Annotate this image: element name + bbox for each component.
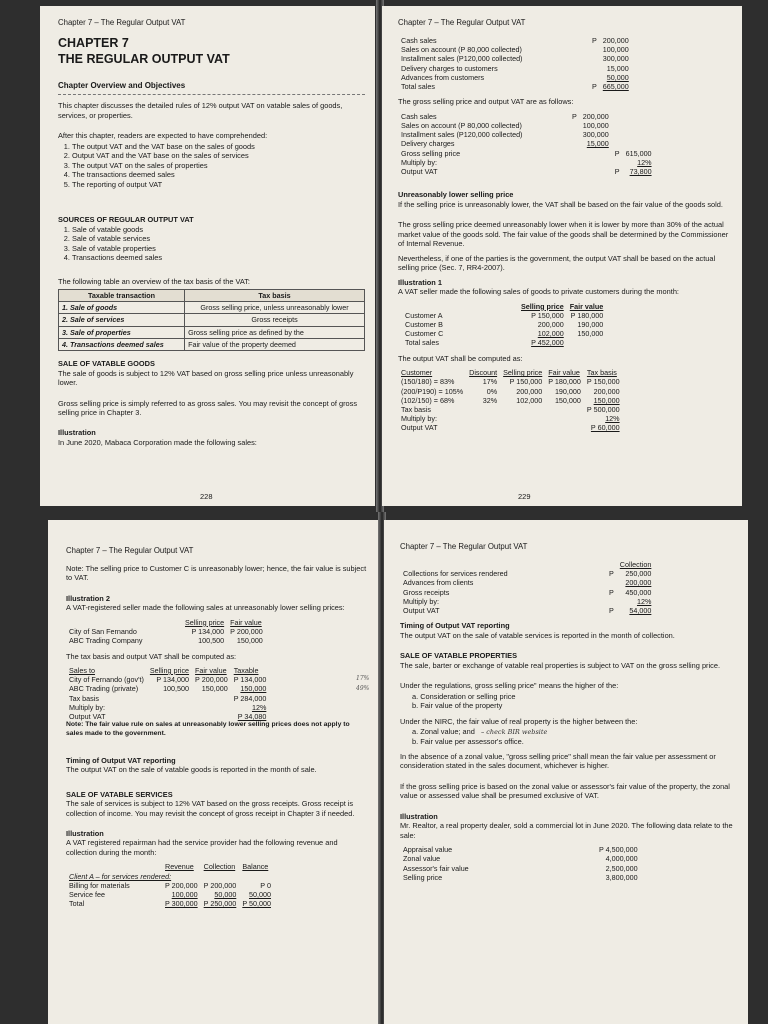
- table-row: City of Fernando (gov't) P 134,000 P 200,000 P 134,000: [69, 675, 267, 685]
- nirc-item-text: a. Zonal value; and: [412, 727, 475, 737]
- page-231: [384, 520, 748, 1024]
- timing-heading: Timing of Output VAT reporting: [400, 621, 510, 631]
- customer-sales-table: [402, 302, 606, 348]
- table-cell: 2. Sale of services: [59, 314, 185, 326]
- table-header: Balance: [242, 862, 269, 872]
- overview-heading: Chapter Overview and Objectives: [58, 81, 186, 91]
- table-row: Assessor's fair value 2,500,000: [403, 863, 638, 873]
- divider: [58, 94, 365, 95]
- property-data-table: [400, 845, 641, 882]
- table-header: Tax basis: [185, 290, 365, 302]
- gross-lead: The gross selling price and output VAT are as follows:: [398, 97, 574, 107]
- table-row: Sales on account (P 80,000 collected) 100,000: [401, 45, 629, 55]
- tax-basis-table: [58, 289, 365, 351]
- note-2-text: Note: The fair value rule on sales at unreasonably lower selling prices does not apply to sales made to the government.: [66, 721, 350, 737]
- table-row: Customer C 102,000 150,000: [405, 329, 604, 339]
- illustration-1-text: A VAT seller made the following sales of goods to private customers during the month:: [398, 287, 679, 297]
- page-228: [40, 6, 375, 506]
- table-row: Collections for services rendered P 250,000: [403, 569, 652, 579]
- sources-heading: SOURCES OF REGULAR OUTPUT VAT: [58, 215, 194, 225]
- tax-basis-computation-table: [66, 666, 269, 721]
- properties-text: The sale, barter or exchange of vatable real properties is subject to VAT on the gross selling price.: [400, 660, 721, 670]
- page-229: [382, 6, 742, 506]
- table-header: Tax basis: [586, 368, 617, 378]
- table-row: Gross selling price P 615,000: [401, 148, 652, 158]
- table-row: (200/P190) = 105% 0% 200,000 190,000 200,000: [401, 386, 620, 396]
- table-row: Customer A P 150,000 P 180,000: [405, 310, 604, 320]
- nirc-item: b. Fair value per assessor's office.: [412, 736, 524, 746]
- objectives-list: [58, 142, 365, 189]
- table-header: Fair value: [230, 617, 262, 627]
- objectives-lead: After this chapter, readers are expected to have comprehended:: [58, 131, 268, 141]
- table-header: Selling price: [521, 301, 564, 311]
- page-number: 228: [200, 492, 213, 502]
- illustration-text: In June 2020, Mabaca Corporation made the following sales:: [58, 437, 257, 447]
- properties-heading: SALE OF VATABLE PROPERTIES: [400, 651, 518, 661]
- table-header: Fair value: [569, 301, 604, 311]
- table-row: Output VAT P 73,800: [401, 167, 652, 177]
- chapter-title: THE REGULAR OUTPUT VAT: [58, 51, 230, 66]
- table-row: Total sales P 452,000: [405, 338, 564, 348]
- table-header: Fair value: [548, 368, 580, 378]
- table-row: [59, 326, 365, 338]
- table-row: Gross receipts P 450,000: [403, 587, 652, 597]
- gross-sales-text: Gross selling price is simply referred to as gross sales. You may revisit the concept of gross selling price in Chapter 3.: [58, 398, 358, 417]
- table-row: [59, 314, 365, 326]
- running-header: Chapter 7 – The Regular Output VAT: [58, 18, 186, 27]
- table-header: Selling price: [185, 617, 225, 627]
- table-header: Collection: [203, 862, 236, 872]
- nevertheless-text: Nevertheless, if one of the parties is the government, the output VAT shall be based on the actual selling price (Sec. 7, RR4-2007).: [398, 253, 716, 273]
- table-row: Customer B 200,000 190,000: [405, 319, 604, 329]
- table-row: [59, 302, 365, 314]
- unreasonable-heading: Unreasonably lower selling price: [398, 190, 514, 200]
- illustration-text: Mr. Realtor, a real property dealer, sold a commercial lot in June 2020. The following data relate to the sale:: [400, 821, 733, 840]
- illustration-2-text: A VAT-registered seller made the following sales at unreasonably lower selling prices:: [66, 603, 345, 613]
- table-row: Output VAT P 34,080: [69, 712, 267, 722]
- table-row: Service fee 100,000 50,000 50,000: [69, 890, 271, 900]
- table-row: Installment sales (P120,000 collected) 300,000: [401, 54, 629, 64]
- computed-lead: The output VAT shall be computed as:: [398, 353, 523, 363]
- table-header: Customer: [401, 368, 433, 378]
- table-cell: Gross receipts: [185, 314, 365, 326]
- timing-heading: Timing of Output VAT reporting: [66, 755, 176, 765]
- timing-text: The output VAT on the sale of vatable services is reported in the month of collection.: [400, 630, 675, 640]
- nirc-item: [400, 727, 738, 736]
- sale-goods-heading: SALE OF VATABLE GOODS: [58, 359, 155, 369]
- table-row: Zonal value 4,000,000: [403, 854, 638, 864]
- computed-lead: The tax basis and output VAT shall be computed as:: [66, 651, 237, 661]
- objective-item: 5. The reporting of output VAT: [72, 180, 365, 189]
- client-label: Client A – for services rendered:: [69, 871, 172, 881]
- illustration-label: Illustration: [66, 829, 104, 838]
- table-row: Multiply by: 12%: [401, 157, 652, 167]
- intro-paragraph: This chapter discusses the detailed rules of 12% output VAT on vatable sales of goods, services, or properties.: [58, 101, 343, 120]
- source-item: 3. Sale of vatable properties: [72, 244, 365, 253]
- table-row: Cash sales P 200,000: [401, 111, 609, 121]
- table-row: Selling price 3,800,000: [403, 872, 638, 882]
- table-row: Cash sales P 200,000: [401, 35, 629, 45]
- table-row: Billing for materials P 200,000 P 200,000 P 0: [69, 880, 271, 890]
- running-header: Chapter 7 – The Regular Output VAT: [400, 542, 528, 551]
- table-row: Output VAT P 54,000: [403, 606, 652, 616]
- table-row: (150/180) = 83% 17% P 150,000 P 180,000 P 150,000: [401, 377, 620, 387]
- table-header: Collection: [619, 559, 652, 569]
- gross-selling-table: [398, 112, 655, 177]
- handwritten-note: 17%: [356, 674, 370, 682]
- table-header: Sales to: [69, 665, 95, 675]
- table-cell: Gross selling price as defined by the: [185, 326, 365, 338]
- objective-item: 1. The output VAT and the VAT base on the sales of goods: [72, 142, 365, 151]
- table-cell: Gross selling price, unless unreasonably lower: [185, 302, 365, 314]
- objective-item: 2. Output VAT and the VAT base on the sales of services: [72, 151, 365, 160]
- page-number: 229: [518, 492, 531, 502]
- table-cell: 1. Sale of goods: [59, 302, 185, 314]
- table-row: Multiply by: 12%: [69, 702, 267, 712]
- table-row: Tax basis P 284,000: [69, 693, 267, 703]
- output-vat-computation-table: [398, 368, 623, 433]
- illustration-text: A VAT registered repairman had the service provider had the following revenue and collection during the month:: [66, 838, 338, 857]
- table-header: Selling price: [149, 665, 190, 675]
- note-text: Note: The selling price to Customer C is unreasonably lower; hence, the fair value is subject to VAT.: [66, 563, 367, 583]
- table-row: Advances from clients 200,000: [403, 578, 652, 588]
- table-row: Multiply by: 12%: [401, 414, 620, 424]
- table-row: Appraisal value P 4,500,000: [403, 845, 638, 855]
- table-header: Selling price: [503, 368, 543, 378]
- sale-goods-text: The sale of goods is subject to 12% VAT based on gross selling price unless unreasonably lower.: [58, 368, 354, 388]
- table-row: City of San Fernando P 134,000 P 200,000: [69, 627, 263, 637]
- table-header: Discount: [469, 368, 498, 378]
- illustration-1-label: Illustration 1: [398, 277, 442, 287]
- table-row: Installment sales (P120,000 collected) 300,000: [401, 130, 609, 140]
- unreasonable-text: If the selling price is unreasonably lower, the VAT shall be based on the fair value of the goods sold.: [398, 199, 723, 209]
- table-row: Sales on account (P 80,000 collected) 100,000: [401, 120, 609, 130]
- table-header: Taxable transaction: [59, 290, 185, 302]
- nirc-lead: Under the NIRC, the fair value of real property is the higher between the:: [400, 716, 638, 726]
- running-header: Chapter 7 – The Regular Output VAT: [398, 18, 526, 27]
- illustration-label: Illustration: [400, 811, 438, 821]
- table-row: [59, 338, 365, 350]
- sales-table: [398, 36, 632, 91]
- table-cell: Fair value of the property deemed: [185, 338, 365, 350]
- source-item: 1. Sale of vatable goods: [72, 225, 365, 234]
- table-row: Total P 300,000 P 250,000 P 50,000: [69, 899, 271, 909]
- sales-to-table: [66, 618, 266, 646]
- regulation-item: a. Consideration or selling price: [412, 691, 516, 701]
- table-row: Multiply by: 12%: [403, 596, 652, 606]
- source-item: 4. Transactions deemed sales: [72, 253, 365, 262]
- table-lead: The following table an overview of the tax basis of the VAT:: [58, 276, 250, 286]
- absence-text: In the absence of a zonal value, "gross selling price" shall mean the fair value per assessment or consideration stated in the sales document, whichever is higher.: [400, 751, 716, 771]
- table-row: ABC Trading Company 100,500 150,000: [69, 636, 263, 646]
- collection-table: [400, 560, 654, 615]
- chapter-number: CHAPTER 7: [58, 35, 129, 50]
- table-row: Delivery charges 15,000: [401, 139, 609, 149]
- objective-item: 4. The transactions deemed sales: [72, 170, 365, 179]
- table-cell: 4. Transactions deemed sales: [59, 338, 185, 350]
- zonal-text: If the gross selling price is based on the zonal value or assessor's fair value of the property, the zonal value or assessed value shall be presumed exclusive of VAT.: [400, 781, 730, 801]
- table-header: Revenue: [165, 862, 194, 872]
- regulations-lead: Under the regulations, gross selling price" means the higher of the:: [400, 681, 619, 691]
- table-row: Total sales P 665,000: [401, 82, 629, 92]
- table-header: Fair value: [195, 665, 227, 675]
- services-heading: SALE OF VATABLE SERVICES: [66, 789, 173, 799]
- running-header: Chapter 7 – The Regular Output VAT: [66, 546, 194, 555]
- illustration-label: Illustration: [58, 428, 96, 438]
- table-header: Taxable: [233, 665, 259, 675]
- services-text: The sale of services is subject to 12% VAT based on the gross receipts. Gross receipt is collection of income. You may revisit the concept of gross receipt in Chapter 3 if needed.: [66, 799, 355, 818]
- revenue-collection-table: [66, 862, 274, 908]
- bottom-spread: [0, 512, 768, 1024]
- handwritten-note: 49%: [356, 684, 370, 692]
- page-230: [48, 520, 378, 1024]
- deemed-text: The gross selling price deemed unreasonably lower when it is lower by more than 30% of the actual market value of the goods sold. The fair value of the goods shall be determined by the Commissioner of Internal Revenue.: [398, 220, 729, 249]
- illustration-2-label: Illustration 2: [66, 593, 110, 603]
- handwritten-note: – check BIR website: [480, 728, 548, 737]
- table-row: Tax basis P 500,000: [401, 404, 620, 414]
- table-row: (102/150) = 68% 32% 102,000 150,000 150,000: [401, 395, 620, 405]
- sources-list: [58, 225, 365, 263]
- table-row: Output VAT P 60,000: [401, 423, 620, 433]
- timing-text: The output VAT on the sale of vatable goods is reported in the month of sale.: [66, 765, 317, 775]
- objective-item: 3. The output VAT on the sales of properties: [72, 161, 365, 170]
- table-row: Advances from customers 50,000: [401, 72, 629, 82]
- table-row: Delivery charges to customers 15,000: [401, 63, 629, 73]
- table-cell: 3. Sale of properties: [59, 326, 185, 338]
- table-row: ABC Trading (private) 100,500 150,000 150,000: [69, 684, 267, 694]
- regulation-item: b. Fair value of the property: [412, 701, 503, 711]
- source-item: 2. Sale of vatable services: [72, 234, 365, 243]
